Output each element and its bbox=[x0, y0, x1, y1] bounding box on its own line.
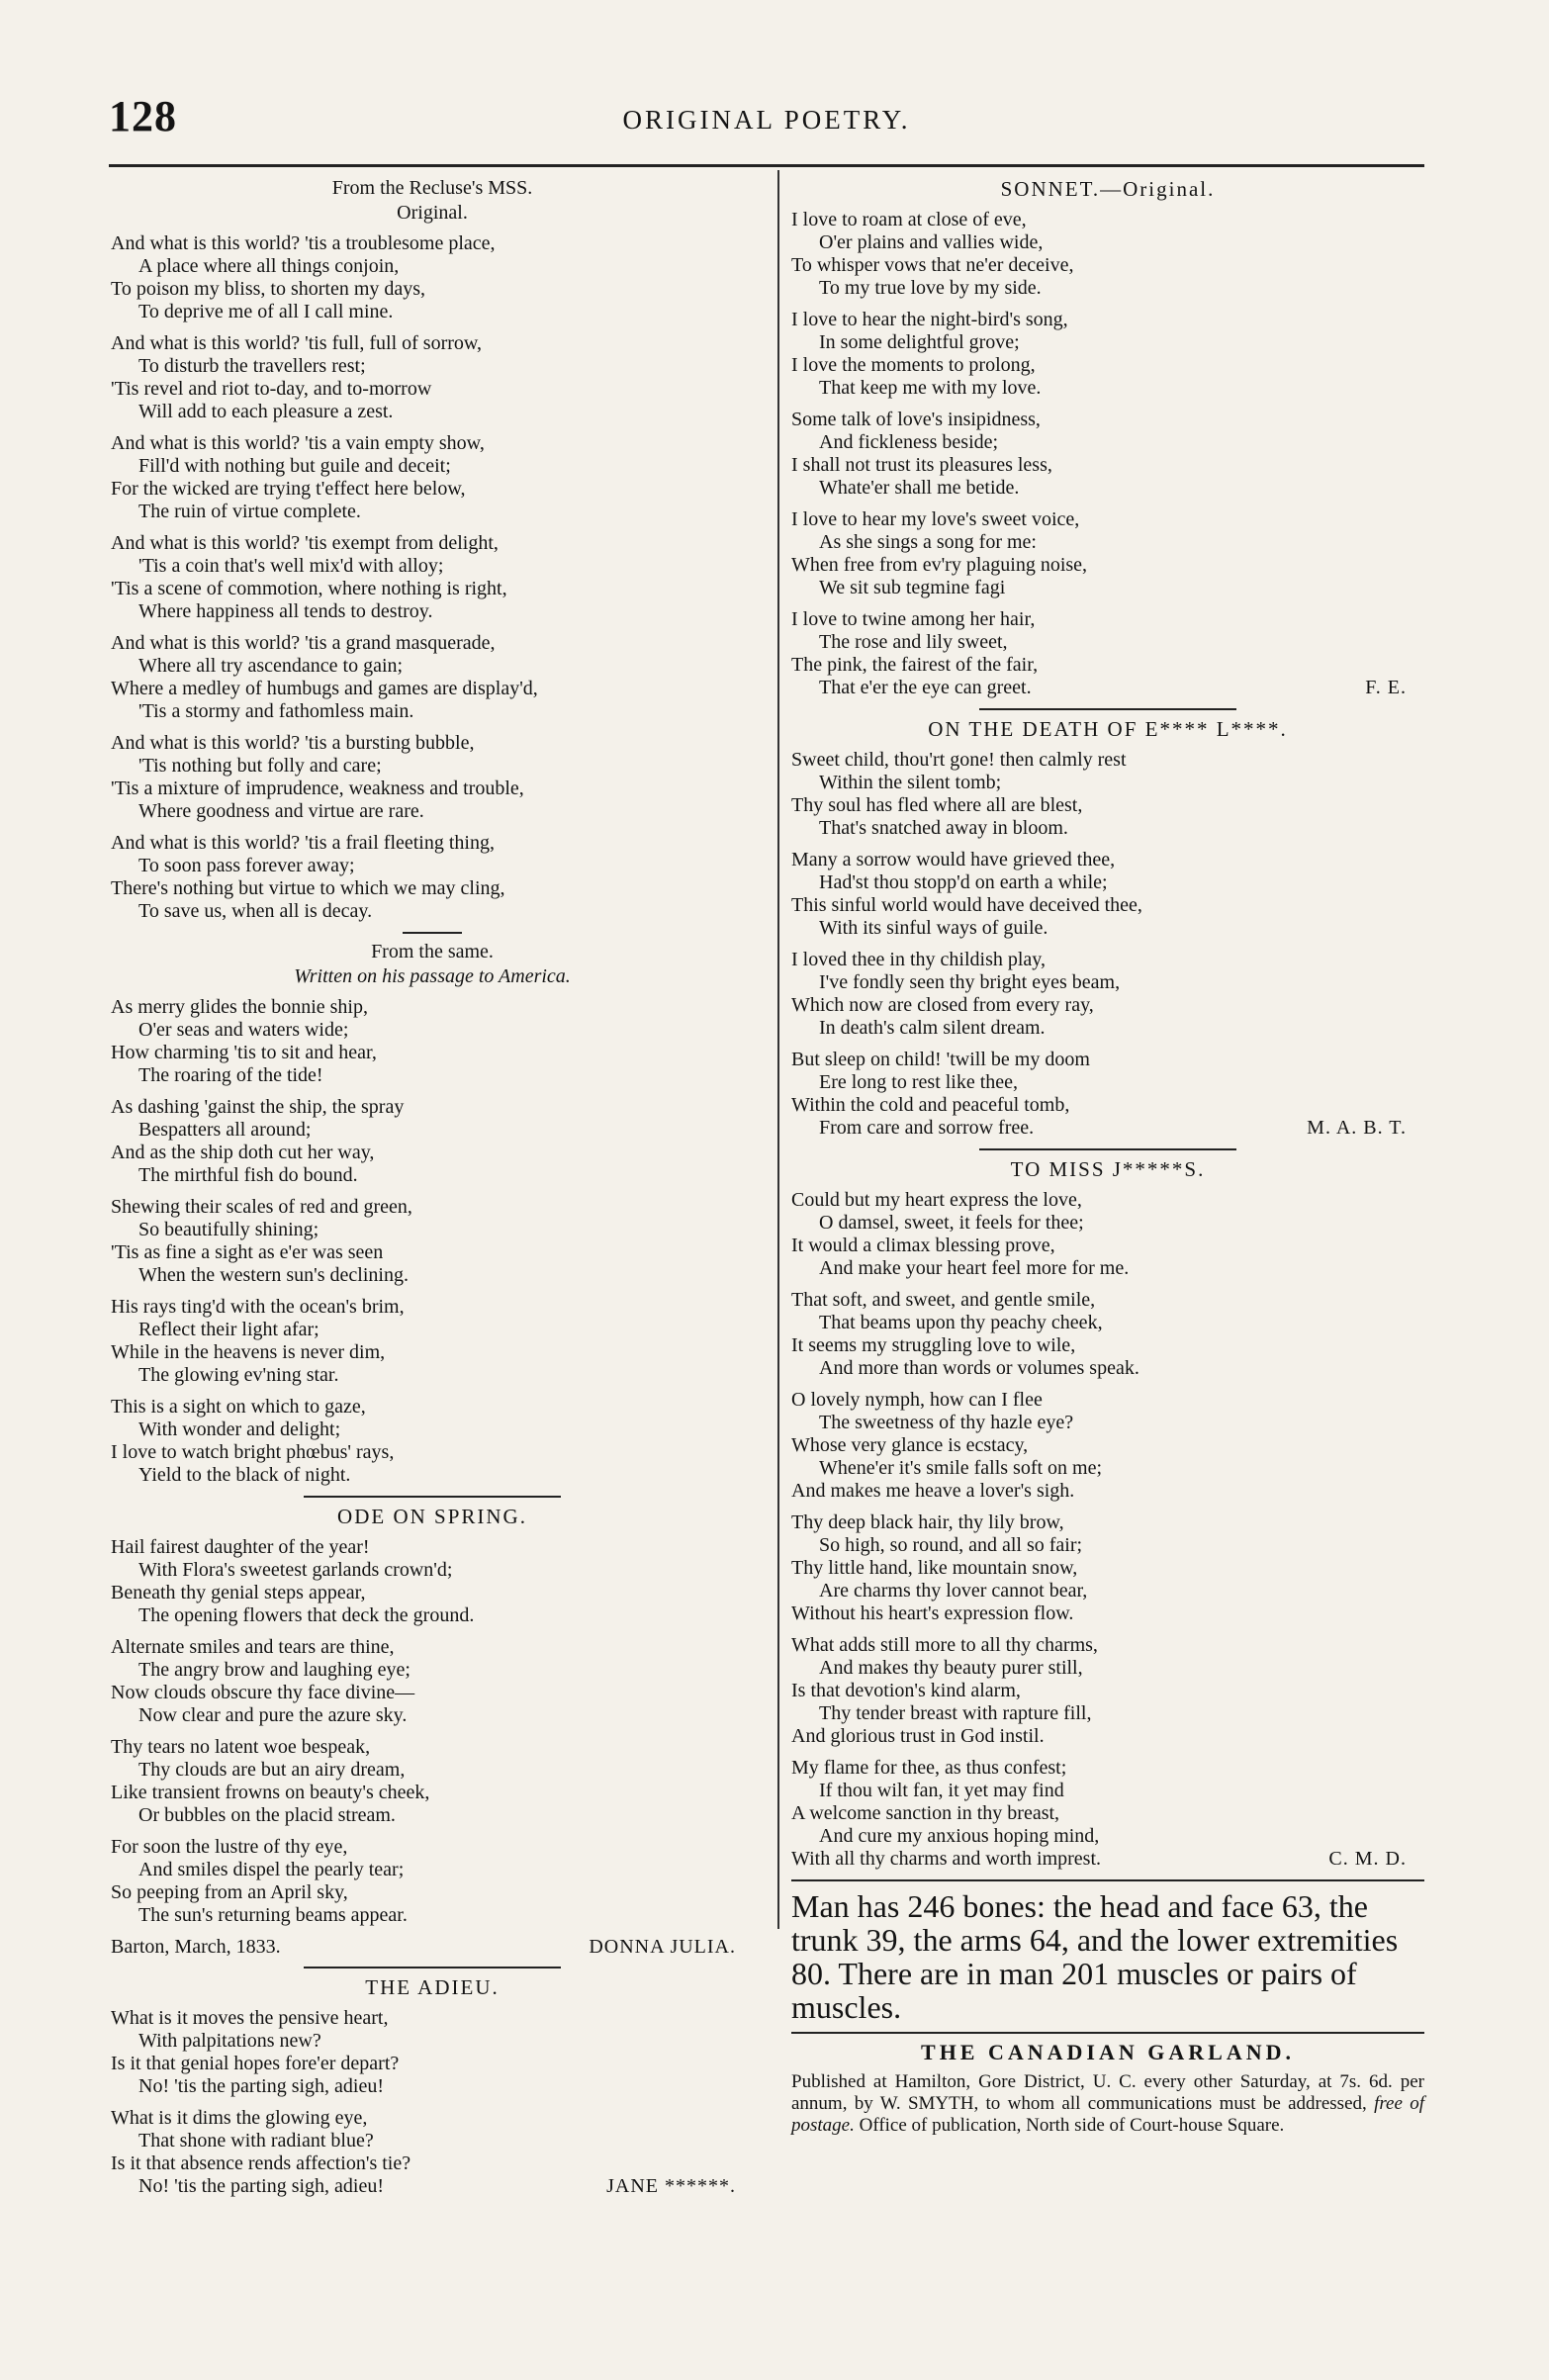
poem-line: The glowing ev'ning star. bbox=[138, 1364, 339, 1386]
poem-line: Whose very glance is ecstacy, bbox=[791, 1434, 1029, 1456]
poem-line: That soft, and sweet, and gentle smile, bbox=[791, 1289, 1096, 1311]
stanza bbox=[111, 1536, 754, 1627]
poem-stanzas bbox=[111, 232, 754, 923]
poem-to-miss bbox=[791, 1156, 1424, 1871]
poem-sonnet bbox=[791, 176, 1424, 699]
poem-line: The angry brow and laughing eye; bbox=[138, 1659, 410, 1681]
poem-line: Beneath thy genial steps appear, bbox=[111, 1582, 366, 1603]
poem-line: And as the ship doth cut her way, bbox=[111, 1142, 375, 1163]
page-number: 128 bbox=[109, 92, 177, 140]
poem-line: I love to hear the night-bird's song, bbox=[791, 309, 1068, 330]
poem-line: While in the heavens is never dim, bbox=[111, 1341, 386, 1363]
poem-line: And make your heart feel more for me. bbox=[819, 1257, 1130, 1279]
poem-line: That keep me with my love. bbox=[819, 377, 1042, 399]
poem-line: If thou wilt fan, it yet may find bbox=[819, 1780, 1064, 1801]
poem-title: ON THE DEATH OF E**** L****. bbox=[928, 717, 1288, 741]
poem-line: So high, so round, and all so fair; bbox=[819, 1534, 1083, 1556]
poem-line: Without his heart's expression flow. bbox=[791, 1602, 1074, 1624]
poem-signature-line bbox=[111, 2175, 754, 2198]
poem-signature-line bbox=[111, 1936, 754, 1959]
poem-line: O'er plains and vallies wide, bbox=[819, 231, 1044, 253]
poem-line: It would a climax blessing prove, bbox=[791, 1235, 1055, 1256]
poem-line: When free from ev'ry plaguing noise, bbox=[791, 554, 1088, 576]
stanza bbox=[791, 508, 1424, 599]
poem-line: And what is this world? 'tis exempt from delight, bbox=[111, 532, 499, 554]
garland-title: THE CANADIAN GARLAND. bbox=[921, 2040, 1295, 2064]
poem-line: What is it moves the pensive heart, bbox=[111, 2007, 389, 2029]
poem-line: I've fondly seen thy bright eyes beam, bbox=[819, 971, 1121, 993]
poem-line: Is that devotion's kind alarm, bbox=[791, 1680, 1021, 1701]
poem-line: The sun's returning beams appear. bbox=[138, 1904, 408, 1926]
poem-line: Which now are closed from every ray, bbox=[791, 994, 1094, 1016]
stanza bbox=[791, 309, 1424, 400]
poem-line: The mirthful fish do bound. bbox=[138, 1164, 358, 1186]
stanza bbox=[791, 1049, 1424, 1140]
poem-line: What is it dims the glowing eye, bbox=[111, 2107, 368, 2129]
stanza bbox=[111, 2107, 754, 2198]
poem-line: And what is this world? 'tis a frail fleeting thing, bbox=[111, 832, 495, 854]
poem-the-adieu bbox=[111, 1974, 754, 2198]
poem-line: Alternate smiles and tears are thine, bbox=[111, 1636, 395, 1658]
poem-line: To disturb the travellers rest; bbox=[138, 355, 366, 377]
poem-line: Within the cold and peaceful tomb, bbox=[791, 1094, 1070, 1116]
poem-line: With all thy charms and worth imprest. bbox=[791, 1848, 1102, 1870]
poem-line: Hail fairest daughter of the year! bbox=[111, 1536, 370, 1558]
poem-line: With wonder and delight; bbox=[138, 1419, 341, 1440]
poem-line: That e'er the eye can greet. bbox=[819, 677, 1032, 698]
poem-line: No! 'tis the parting sigh, adieu! bbox=[138, 2175, 384, 2197]
poem-line: O'er seas and waters wide; bbox=[138, 1019, 349, 1041]
poem-line: Are charms thy lover cannot bear, bbox=[819, 1580, 1088, 1602]
poem-line: Fill'd with nothing but guile and deceit; bbox=[138, 455, 451, 477]
poem-line: How charming 'tis to sit and hear, bbox=[111, 1042, 377, 1063]
poem-line: The ruin of virtue complete. bbox=[138, 501, 361, 522]
stanza bbox=[111, 1096, 754, 1187]
poem-signature: DONNA JULIA. bbox=[589, 1936, 736, 1958]
poem-line: O lovely nymph, how can I flee bbox=[791, 1389, 1043, 1411]
poem-line: Like transient frowns on beauty's cheek, bbox=[111, 1782, 430, 1803]
separator-rule bbox=[791, 1879, 1424, 1881]
stanza bbox=[111, 632, 754, 723]
separator-rule bbox=[403, 932, 462, 934]
publication-notice bbox=[791, 2071, 1424, 2137]
poem-stanzas bbox=[791, 1189, 1424, 1871]
poem-line: So beautifully shining; bbox=[138, 1219, 319, 1240]
poem-line: O damsel, sweet, it feels for thee; bbox=[819, 1212, 1084, 1234]
poem-line: Where goodness and virtue are rare. bbox=[138, 800, 424, 822]
poem-line: My flame for thee, as thus confest; bbox=[791, 1757, 1067, 1779]
poem-line: And makes me heave a lover's sigh. bbox=[791, 1480, 1075, 1502]
poem-line: And what is this world? 'tis a grand masquerade, bbox=[111, 632, 496, 654]
poem-line: Some talk of love's insipidness, bbox=[791, 409, 1041, 430]
poem-line: So peeping from an April sky, bbox=[111, 1881, 348, 1903]
poem-line: In death's calm silent dream. bbox=[819, 1017, 1046, 1039]
poem-line: We sit sub tegmine fagi bbox=[819, 577, 1006, 598]
poem-line: Thy little hand, like mountain snow, bbox=[791, 1557, 1078, 1579]
stanza bbox=[111, 2007, 754, 2098]
poem-line: Now clear and pure the azure sky. bbox=[138, 1704, 408, 1726]
bones-paragraph: Man has 246 bones: the head and face 63, the trunk 39, the arms 64, and the lower extremities 80. There are in man 201 muscles or pairs of muscles. bbox=[791, 1888, 1399, 2025]
poem-line: Will add to each pleasure a zest. bbox=[138, 401, 394, 422]
poem-line: Thy soul has fled where all are blest, bbox=[791, 794, 1083, 816]
poem-line: From care and sorrow free. bbox=[819, 1117, 1035, 1139]
poem-line: To soon pass forever away; bbox=[138, 855, 355, 876]
stanza bbox=[791, 1634, 1424, 1748]
poem-line: No! 'tis the parting sigh, adieu! bbox=[138, 2075, 384, 2097]
poem-line: As she sings a song for me: bbox=[819, 531, 1037, 553]
poem-line: 'Tis a stormy and fathomless main. bbox=[138, 700, 414, 722]
poem-line: That shone with radiant blue? bbox=[138, 2130, 374, 2151]
poem-line: The rose and lily sweet, bbox=[819, 631, 1008, 653]
poem-line: 'Tis a scene of commotion, where nothing is right, bbox=[111, 578, 507, 599]
poem-line: Shewing their scales of red and green, bbox=[111, 1196, 412, 1218]
poem-source: From the Recluse's MSS. bbox=[331, 177, 533, 199]
poem-line: That beams upon thy peachy cheek, bbox=[819, 1312, 1103, 1333]
poem-line: Whene'er it's smile falls soft on me; bbox=[819, 1457, 1103, 1479]
poem-line: The pink, the fairest of the fair, bbox=[791, 654, 1039, 676]
poem-title: THE ADIEU. bbox=[365, 1975, 500, 1999]
poem-line: Had'st thou stopp'd on earth a while; bbox=[819, 871, 1108, 893]
stanza bbox=[111, 232, 754, 323]
poem-line: Thy tender breast with rapture fill, bbox=[819, 1702, 1092, 1724]
poem-line: A welcome sanction in thy breast, bbox=[791, 1802, 1060, 1824]
canadian-garland-notice bbox=[791, 2040, 1424, 2137]
stanza bbox=[111, 732, 754, 823]
poem-line: Thy deep black hair, thy lily brow, bbox=[791, 1511, 1064, 1533]
poem-line: The roaring of the tide! bbox=[138, 1064, 323, 1086]
poem-line: And what is this world? 'tis a bursting bubble, bbox=[111, 732, 475, 754]
poem-line: Ere long to rest like thee, bbox=[819, 1071, 1019, 1093]
poem-line: I loved thee in thy childish play, bbox=[791, 949, 1046, 970]
poem-line: Or bubbles on the placid stream. bbox=[138, 1804, 396, 1826]
poem-title: ODE ON SPRING. bbox=[337, 1505, 527, 1528]
poem-ode-on-spring bbox=[111, 1504, 754, 1959]
poem-line: Where a medley of humbugs and games are display'd, bbox=[111, 678, 538, 699]
poem-on-the-death bbox=[791, 716, 1424, 1140]
stanza bbox=[791, 209, 1424, 300]
place-date: Barton, March, 1833. bbox=[111, 1936, 281, 1958]
poem-line: But sleep on child! 'twill be my doom bbox=[791, 1049, 1090, 1070]
stanza bbox=[111, 432, 754, 523]
stanza bbox=[791, 608, 1424, 699]
stanza bbox=[111, 1196, 754, 1287]
stanza bbox=[791, 1389, 1424, 1503]
stanza bbox=[791, 1511, 1424, 1625]
notice-postage: free of postage. bbox=[791, 2093, 1424, 2136]
poem-line: Could but my heart express the love, bbox=[791, 1189, 1082, 1211]
poem-signature: JANE ******. bbox=[606, 2175, 736, 2197]
stanza bbox=[791, 409, 1424, 500]
poem-stanzas bbox=[111, 1536, 754, 1927]
stanza bbox=[791, 949, 1424, 1040]
poem-line: In some delightful grove; bbox=[819, 331, 1020, 353]
poem-line: Now clouds obscure thy face divine— bbox=[111, 1682, 415, 1703]
poem-stanzas bbox=[791, 209, 1424, 699]
poem-line: And what is this world? 'tis a vain empty show, bbox=[111, 432, 485, 454]
poem-line: I love to watch bright phœbus' rays, bbox=[111, 1441, 395, 1463]
stanza bbox=[791, 1189, 1424, 1280]
poem-line: Thy clouds are but an airy dream, bbox=[138, 1759, 406, 1781]
poem-line: The opening flowers that deck the ground. bbox=[138, 1604, 475, 1626]
stanza bbox=[111, 1396, 754, 1487]
poem-line: With palpitations new? bbox=[138, 2030, 321, 2052]
poem-signature: M. A. B. T. bbox=[1307, 1117, 1407, 1139]
poem-line: And more than words or volumes speak. bbox=[819, 1357, 1139, 1379]
separator-rule bbox=[304, 1496, 561, 1498]
poem-signature-line bbox=[791, 1117, 1424, 1140]
column-divider bbox=[777, 170, 779, 1929]
poem-signature: F. E. bbox=[1365, 677, 1407, 698]
poem-line: What adds still more to all thy charms, bbox=[791, 1634, 1098, 1656]
poem-line: Is it that genial hopes fore'er depart? bbox=[111, 2053, 400, 2074]
poem-line: 'Tis a mixture of imprudence, weakness and trouble, bbox=[111, 778, 524, 799]
poem-line: And smiles dispel the pearly tear; bbox=[138, 1859, 405, 1880]
poem-line: Where all try ascendance to gain; bbox=[138, 655, 404, 677]
stanza bbox=[791, 1757, 1424, 1871]
poem-line: I love to twine among her hair, bbox=[791, 608, 1036, 630]
poem-title: SONNET.—Original. bbox=[1000, 177, 1216, 201]
poem-stanzas bbox=[111, 2007, 754, 2198]
poem-line: Where happiness all tends to destroy. bbox=[138, 600, 433, 622]
poem-line: 'Tis a coin that's well mix'd with alloy; bbox=[138, 555, 444, 577]
header-rule bbox=[109, 164, 1424, 167]
poem-line: And fickleness beside; bbox=[819, 431, 999, 453]
page-header bbox=[109, 91, 1424, 150]
poem-signature-line bbox=[791, 1848, 1424, 1871]
poem-line: 'Tis as fine a sight as e'er was seen bbox=[111, 1241, 384, 1263]
poem-line: I shall not trust its pleasures less, bbox=[791, 454, 1052, 476]
poem-subtitle: Written on his passage to America. bbox=[294, 965, 571, 987]
poem-line: I love the moments to prolong, bbox=[791, 354, 1036, 376]
poem-line: 'Tis nothing but folly and care; bbox=[138, 755, 382, 777]
poem-signature: C. M. D. bbox=[1328, 1848, 1407, 1870]
poem-line: 'Tis revel and riot to-day, and to-morrow bbox=[111, 378, 432, 400]
poem-line: The sweetness of thy hazle eye? bbox=[819, 1412, 1074, 1433]
stanza bbox=[111, 1636, 754, 1727]
poem-line: To whisper vows that ne'er deceive, bbox=[791, 254, 1074, 276]
poem-line: Yield to the black of night. bbox=[138, 1464, 351, 1486]
poem-recluse bbox=[111, 176, 754, 923]
poem-line: As merry glides the bonnie ship, bbox=[111, 996, 368, 1018]
poem-line: A place where all things conjoin, bbox=[138, 255, 400, 277]
poem-line: For the wicked are trying t'effect here below, bbox=[111, 478, 466, 500]
poem-line: And what is this world? 'tis a troublesome place, bbox=[111, 232, 496, 254]
poem-line: And glorious trust in God instil. bbox=[791, 1725, 1045, 1747]
poem-stanzas bbox=[791, 749, 1424, 1140]
stanza bbox=[111, 996, 754, 1087]
poem-line: Reflect their light afar; bbox=[138, 1319, 319, 1340]
poem-line: With its sinful ways of guile. bbox=[819, 917, 1048, 939]
stanza bbox=[111, 1296, 754, 1387]
poem-subtitle: Original. bbox=[397, 202, 468, 224]
stanza bbox=[791, 1289, 1424, 1380]
poem-line: To save us, when all is decay. bbox=[138, 900, 373, 922]
poem-signature-line bbox=[791, 677, 1424, 699]
poem-line: For soon the lustre of thy eye, bbox=[111, 1836, 348, 1858]
poem-line: I love to roam at close of eve, bbox=[791, 209, 1027, 230]
poem-line: And cure my anxious hoping mind, bbox=[819, 1825, 1100, 1847]
separator-rule bbox=[304, 1967, 561, 1968]
poem-line: To deprive me of all I call mine. bbox=[138, 301, 394, 322]
poem-line: That's snatched away in bloom. bbox=[819, 817, 1068, 839]
stanza bbox=[791, 849, 1424, 940]
poem-line: Is it that absence rends affection's tie? bbox=[111, 2152, 411, 2174]
poem-source: From the same. bbox=[371, 941, 494, 962]
running-title: ORIGINAL POETRY. bbox=[622, 105, 911, 135]
separator-rule bbox=[791, 2032, 1424, 2034]
poem-line: As dashing 'gainst the ship, the spray bbox=[111, 1096, 405, 1118]
stanza bbox=[111, 532, 754, 623]
poem-line: It seems my struggling love to wile, bbox=[791, 1334, 1076, 1356]
separator-rule bbox=[979, 1148, 1236, 1150]
stanza bbox=[791, 749, 1424, 840]
notice-text: Published at Hamilton, Gore District, U. C. every other Saturday, at 7s. 6d. per annum, by W. SMYTH, to whom all communications must be addressed, bbox=[791, 2071, 1424, 2114]
poem-line: Thy tears no latent woe bespeak, bbox=[111, 1736, 371, 1758]
poem-line: I love to hear my love's sweet voice, bbox=[791, 508, 1080, 530]
notice-office: Office of publication, North side of Court-house Square. bbox=[859, 2115, 1285, 2136]
poem-stanzas bbox=[111, 996, 754, 1487]
poem-line: This is a sight on which to gaze, bbox=[111, 1396, 366, 1418]
poem-line: Bespatters all around; bbox=[138, 1119, 312, 1141]
stanza bbox=[111, 1836, 754, 1927]
poem-line: To my true love by my side. bbox=[819, 277, 1042, 299]
stanza bbox=[111, 832, 754, 923]
poem-line: To poison my bliss, to shorten my days, bbox=[111, 278, 426, 300]
left-column bbox=[111, 176, 754, 2207]
poem-title: TO MISS J*****S. bbox=[1010, 1157, 1206, 1181]
poem-line: When the western sun's declining. bbox=[138, 1264, 409, 1286]
poem-line: Whate'er shall me betide. bbox=[819, 477, 1020, 499]
poem-line: With Flora's sweetest garlands crown'd; bbox=[138, 1559, 453, 1581]
separator-rule bbox=[979, 708, 1236, 710]
poem-line: Many a sorrow would have grieved thee, bbox=[791, 849, 1116, 870]
stanza bbox=[111, 332, 754, 423]
poem-line: Sweet child, thou'rt gone! then calmly rest bbox=[791, 749, 1127, 771]
poem-passage bbox=[111, 940, 754, 1487]
poem-line: This sinful world would have deceived thee, bbox=[791, 894, 1142, 916]
stanza bbox=[111, 1736, 754, 1827]
poem-line: Within the silent tomb; bbox=[819, 772, 1002, 793]
poem-line: And what is this world? 'tis full, full of sorrow, bbox=[111, 332, 483, 354]
poem-line: There's nothing but virtue to which we may cling, bbox=[111, 877, 505, 899]
poem-line: And makes thy beauty purer still, bbox=[819, 1657, 1083, 1679]
poem-line: His rays ting'd with the ocean's brim, bbox=[111, 1296, 405, 1318]
right-column bbox=[791, 176, 1424, 2137]
